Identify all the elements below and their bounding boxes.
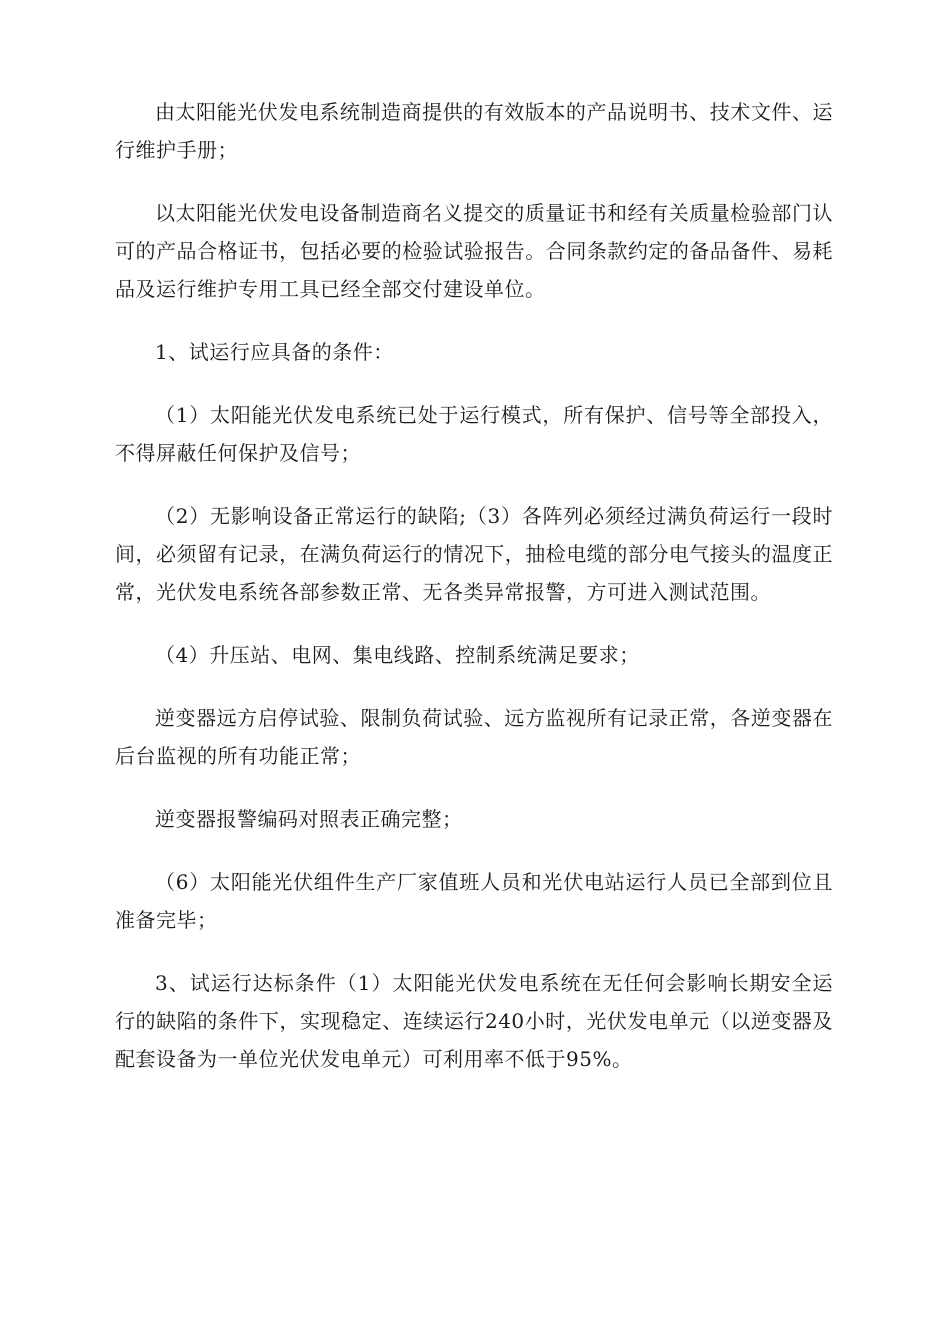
- paragraph-condition-6: （6）太阳能光伏组件生产厂家值班人员和光伏电站运行人员已全部到位且准备完毕；: [115, 870, 833, 932]
- paragraph-manuals: 由太阳能光伏发电系统制造商提供的有效版本的产品说明书、技术文件、运行维护手册；: [115, 100, 833, 162]
- document-body: [115, 93, 833, 1103]
- paragraph-condition-2-3: （2）无影响设备正常运行的缺陷;（3）各阵列必须经过满负荷运行一段时间，必须留有记录，在满负荷运行的情况下，抽检电缆的部分电气接头的温度正常，光伏发电系统各部参数正常、无各类异常报警，方可进入测试范围。: [115, 504, 833, 604]
- paragraph-inverter-tests: 逆变器远方启停试验、限制负荷试验、远方监视所有记录正常，各逆变器在后台监视的所有功能正常；: [115, 706, 833, 768]
- paragraph-inverter-alarm-codes: 逆变器报警编码对照表正确完整；: [155, 807, 463, 831]
- paragraph-trial-standards: 3、试运行达标条件（1）太阳能光伏发电系统在无任何会影响长期安全运行的缺陷的条件下，实现稳定、连续运行240小时，光伏发电单元（以逆变器及配套设备为一单位光伏发电单元）可利用率不低于95%。: [115, 971, 833, 1071]
- paragraph-certificates: 以太阳能光伏发电设备制造商名义提交的质量证书和经有关质量检验部门认可的产品合格证书，包括必要的检验试验报告。合同条款约定的备品备件、易耗品及运行维护专用工具已经全部交付建设单位。: [115, 201, 833, 301]
- paragraph-condition-4: （4）升压站、电网、集电线路、控制系统满足要求；: [155, 643, 640, 667]
- paragraph-condition-1: （1）太阳能光伏发电系统已处于运行模式，所有保护、信号等全部投入，不得屏蔽任何保护及信号；: [115, 403, 833, 465]
- paragraph-trial-conditions-heading: 1、试运行应具备的条件：: [155, 340, 394, 364]
